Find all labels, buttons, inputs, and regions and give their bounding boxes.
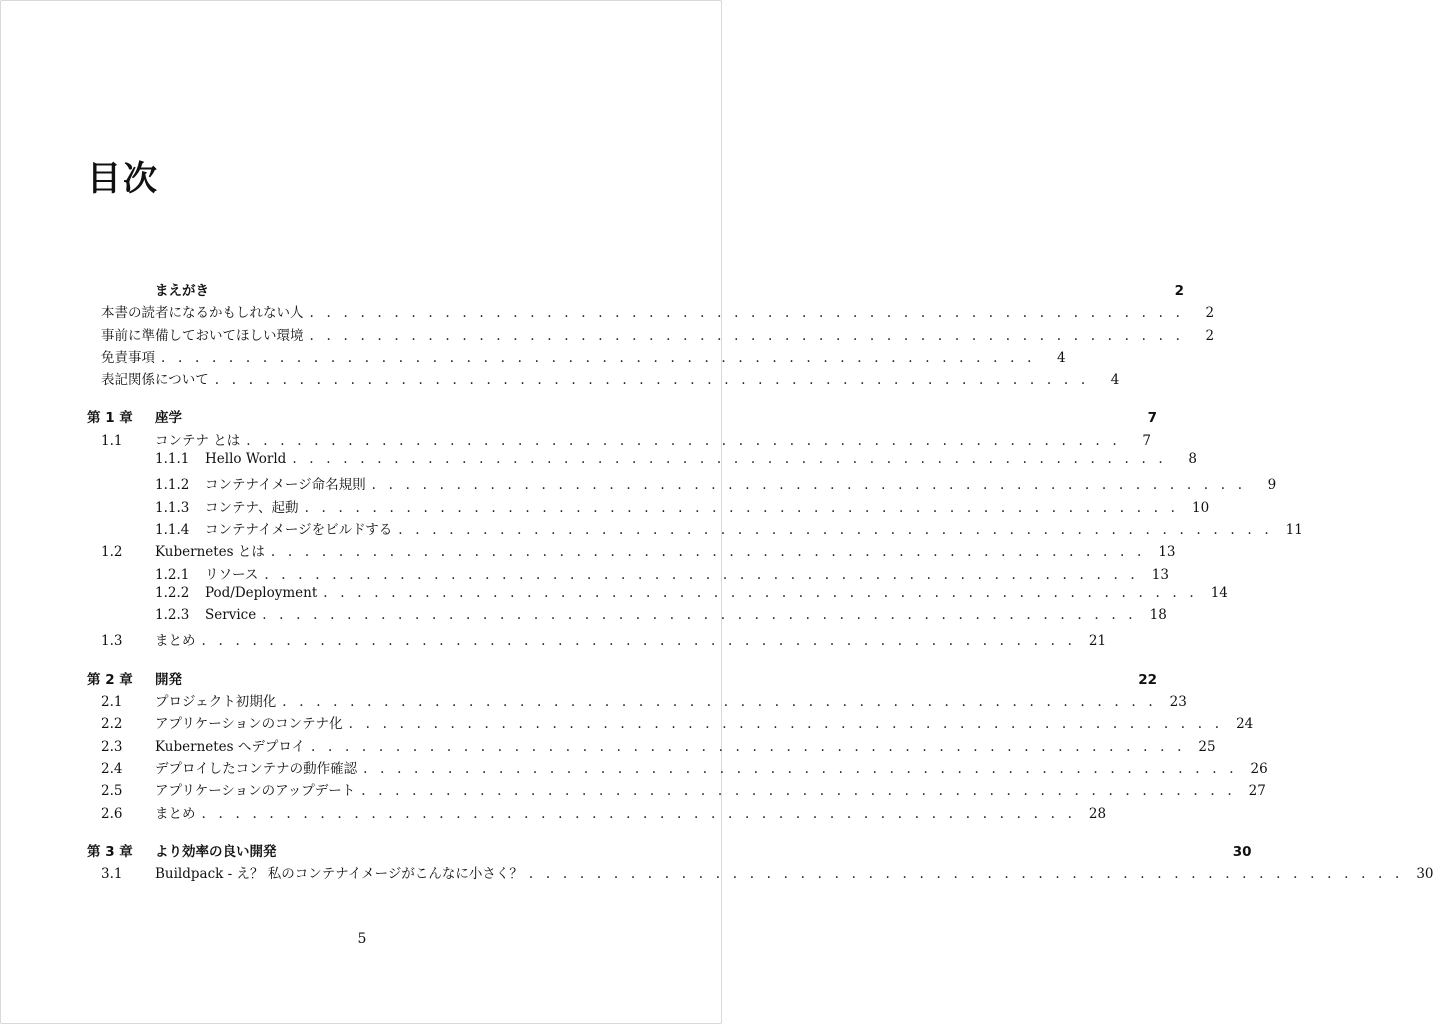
- toc-entry-title: 免責事項: [101, 349, 155, 366]
- dot-leader: . . . . . . . . . . . . . . . . . . . . . . . . . . . . . . . . . . . . . . . . . . . . . . . . . . . .: [201, 805, 1077, 822]
- toc-entry-page: 10: [1191, 499, 1210, 516]
- toc-entry-page: 11: [1285, 521, 1303, 538]
- toc-entry[interactable]: [87, 540, 1176, 562]
- toc-entry-page: 23: [1169, 694, 1187, 711]
- toc-entry-page: 7: [1147, 410, 1157, 427]
- toc-entry-page: 21: [1088, 633, 1107, 650]
- toc-entry[interactable]: [87, 802, 1107, 824]
- toc-entry[interactable]: [87, 368, 1120, 390]
- toc-entry-title: まえがき: [155, 283, 209, 299]
- dot-leader: . . . . . . . . . . . . . . . . . . . . . . . . . . . . . . . . . . . . . . . . . . . . . . . . . . . .: [214, 372, 1090, 389]
- toc-entry-page: 2: [1174, 283, 1184, 299]
- toc-entry-number: 1.2: [101, 544, 123, 561]
- toc-entry[interactable]: [87, 518, 1303, 540]
- toc-entry-page: 4: [1057, 349, 1066, 366]
- toc-entry-number: 1.1.4: [155, 521, 190, 538]
- toc-entry-title: コンテナイメージ命名規則: [205, 477, 366, 494]
- toc-entry-title: まとめ: [155, 805, 196, 822]
- dot-leader: . . . . . . . . . . . . . . . . . . . . . . . . . . . . . . . . . . . . . . . . . . . . . . . . . . . .: [201, 633, 1077, 650]
- toc-entry-number: 2.2: [101, 716, 123, 733]
- dot-leader: . . . . . . . . . . . . . . . . . . . . . . . . . . . . . . . . . . . . . . . . . . . . . . . . . . . .: [528, 866, 1404, 883]
- toc-entry[interactable]: [87, 735, 1216, 757]
- toc-entry-page: 30: [1232, 843, 1252, 860]
- toc-entry-number: 1.2.3: [155, 607, 190, 624]
- toc-entry-number: 2.4: [101, 760, 123, 777]
- dot-leader: . . . . . . . . . . . . . . . . . . . . . . . . . . . . . . . . . . . . . . . . . . . . . . . . . . . .: [363, 760, 1238, 777]
- toc-entry-page: 9: [1267, 477, 1277, 494]
- dot-leader: . . . . . . . . . . . . . . . . . . . . . . . . . . . . . . . . . . . . . . . . . . . . . . . . . . . .: [309, 305, 1185, 322]
- toc-entry-number: 1.3: [101, 633, 123, 650]
- toc-entry-number: 1.2.2: [155, 584, 190, 601]
- toc-entry[interactable]: [87, 301, 1215, 323]
- toc-entry-number: 2.1: [101, 694, 123, 711]
- dot-leader: . . . . . . . . . . . . . . . . . . . . . . . . . . . . . . . . . . . . . . . . . . . . . . . . . . . .: [270, 544, 1146, 561]
- toc-entry-title: 座学: [155, 410, 182, 427]
- toc-entry[interactable]: [87, 324, 1215, 346]
- toc-entry[interactable]: [87, 779, 1266, 801]
- toc-entry-page: 2: [1205, 305, 1215, 322]
- toc-entry-title: Service: [205, 607, 257, 624]
- toc-chapter-entry[interactable]: [87, 840, 1252, 862]
- toc-entry-number: 第 1 章: [87, 410, 133, 427]
- toc-entry[interactable]: [87, 584, 1228, 607]
- toc-entry[interactable]: [87, 563, 1169, 585]
- toc-entry[interactable]: [87, 473, 1277, 495]
- dot-leader: . . . . . . . . . . . . . . . . . . . . . . . . . . . . . . . . . . . . . . . . . . . . . . . . . . . .: [310, 738, 1186, 755]
- toc-entry-title: 表記関係について: [101, 372, 209, 389]
- toc-entry[interactable]: [87, 346, 1066, 368]
- toc-entry[interactable]: [87, 862, 1434, 884]
- toc-entry-number: 1.1.1: [155, 451, 190, 468]
- toc-entry-page: 28: [1088, 805, 1107, 822]
- toc-entry-title: 本書の読者になるかもしれない人: [101, 305, 304, 322]
- toc-entry-page: 13: [1158, 544, 1176, 561]
- toc-entry-title: 事前に準備しておいてほしい環境: [101, 327, 304, 344]
- toc-entry-page: 26: [1250, 760, 1268, 777]
- toc-entry-page: 25: [1198, 738, 1216, 755]
- dot-leader: . . . . . . . . . . . . . . . . . . . . . . . . . . . . . . . . . . . . . . . . . . . . . . . . . . . .: [282, 694, 1157, 711]
- toc-chapter-entry[interactable]: [87, 406, 1157, 428]
- toc-entry-page: 2: [1205, 327, 1215, 344]
- toc-entry-page: 24: [1236, 716, 1254, 733]
- dot-leader: . . . . . . . . . . . . . . . . . . . . . . . . . . . . . . . . . . . . . . . . . . . . . . . . . . . .: [361, 783, 1236, 800]
- toc-entry-title: デプロイしたコンテナの動作確認: [155, 760, 358, 777]
- toc-entry-number: 第 2 章: [87, 671, 133, 688]
- toc-entry-title: コンテナ とは: [155, 432, 241, 449]
- toc-chapter-entry[interactable]: [87, 668, 1157, 690]
- dot-leader: . . . . . . . . . . . . . . . . . . . . . . . . . . . . . . . . . . . . . . . . . . . . . . . . . . . .: [304, 499, 1180, 516]
- toc-entry-page: 27: [1248, 783, 1266, 800]
- toc-entry-title: より効率の良い開発: [155, 843, 277, 860]
- table-of-contents: [87, 279, 1434, 884]
- toc-entry-number: 3.1: [101, 866, 123, 883]
- toc-entry-number: 1.1: [101, 432, 123, 449]
- toc-entry-page: 4: [1110, 372, 1120, 389]
- toc-entry[interactable]: [87, 757, 1268, 779]
- toc-entry-title: Kubernetes へデプロイ: [155, 738, 305, 755]
- dot-leader: . . . . . . . . . . . . . . . . . . . . . . . . . . . . . . . . . . . . . . . . . . . . . . . . . . . .: [161, 349, 1036, 366]
- toc-entry-page: 14: [1210, 584, 1228, 601]
- toc-entry-title: アプリケーションのアップデート: [155, 783, 356, 800]
- toc-entry-page: 8: [1188, 451, 1197, 468]
- toc-entry-title: コンテナイメージをビルドする: [205, 521, 393, 538]
- dot-leader: . . . . . . . . . . . . . . . . . . . . . . . . . . . . . . . . . . . . . . . . . . . . . . . . . . . .: [323, 584, 1198, 601]
- toc-entry-number: 2.3: [101, 738, 123, 755]
- toc-chapter-entry[interactable]: [87, 279, 1184, 301]
- toc-entry-number: 1.1.3: [155, 499, 190, 516]
- toc-entry-number: 2.6: [101, 805, 123, 822]
- dot-leader: . . . . . . . . . . . . . . . . . . . . . . . . . . . . . . . . . . . . . . . . . . . . . . . . . . . .: [398, 521, 1273, 538]
- toc-entry-title: まとめ: [155, 633, 196, 650]
- toc-entry-page: 13: [1151, 566, 1169, 583]
- toc-entry-title: Pod/Deployment: [205, 584, 318, 601]
- toc-entry-page: 22: [1138, 671, 1157, 688]
- toc-entry-page: 18: [1149, 607, 1167, 624]
- toc-entry[interactable]: [87, 690, 1187, 712]
- toc-entry-number: 1.2.1: [155, 566, 190, 583]
- toc-entry[interactable]: [87, 429, 1151, 451]
- toc-entry-title: Hello World: [205, 451, 287, 468]
- toc-entry-number: 1.1.2: [155, 477, 190, 494]
- toc-heading: 目次: [87, 159, 159, 199]
- toc-entry-title: コンテナ、起動: [205, 499, 299, 516]
- toc-entry[interactable]: [87, 629, 1107, 651]
- toc-entry-page: 30: [1416, 866, 1434, 883]
- toc-entry-title: アプリケーションのコンテナ化: [155, 716, 343, 733]
- toc-entry-title: リソース: [205, 566, 259, 583]
- dot-leader: . . . . . . . . . . . . . . . . . . . . . . . . . . . . . . . . . . . . . . . . . . . . . . . . . . . .: [292, 451, 1167, 468]
- dot-leader: . . . . . . . . . . . . . . . . . . . . . . . . . . . . . . . . . . . . . . . . . . . . . . . . . . . .: [371, 477, 1247, 494]
- dot-leader: . . . . . . . . . . . . . . . . . . . . . . . . . . . . . . . . . . . . . . . . . . . . . . . . . . . .: [262, 607, 1137, 624]
- toc-entry-number: 第 3 章: [87, 843, 133, 860]
- toc-entry-title: Kubernetes とは: [155, 544, 265, 561]
- toc-entry-number: 2.5: [101, 783, 123, 800]
- toc-entry-title: Buildpack - え？ 私のコンテナイメージがこんなに小さく？: [155, 866, 523, 883]
- toc-entry[interactable]: [87, 712, 1254, 734]
- toc-entry[interactable]: [87, 607, 1167, 629]
- page-number: 5: [357, 931, 367, 947]
- toc-entry-page: 7: [1142, 432, 1151, 449]
- dot-leader: . . . . . . . . . . . . . . . . . . . . . . . . . . . . . . . . . . . . . . . . . . . . . . . . . . . .: [309, 327, 1185, 344]
- toc-entry-title: 開発: [155, 671, 182, 688]
- dot-leader: . . . . . . . . . . . . . . . . . . . . . . . . . . . . . . . . . . . . . . . . . . . . . . . . . . . .: [348, 716, 1224, 733]
- toc-entry[interactable]: [87, 496, 1210, 518]
- dot-leader: . . . . . . . . . . . . . . . . . . . . . . . . . . . . . . . . . . . . . . . . . . . . . . . . . . . .: [264, 566, 1139, 583]
- toc-entry[interactable]: [87, 451, 1197, 473]
- dot-leader: . . . . . . . . . . . . . . . . . . . . . . . . . . . . . . . . . . . . . . . . . . . . . . . . . . . .: [246, 432, 1121, 449]
- toc-entry-title: プロジェクト初期化: [155, 694, 277, 711]
